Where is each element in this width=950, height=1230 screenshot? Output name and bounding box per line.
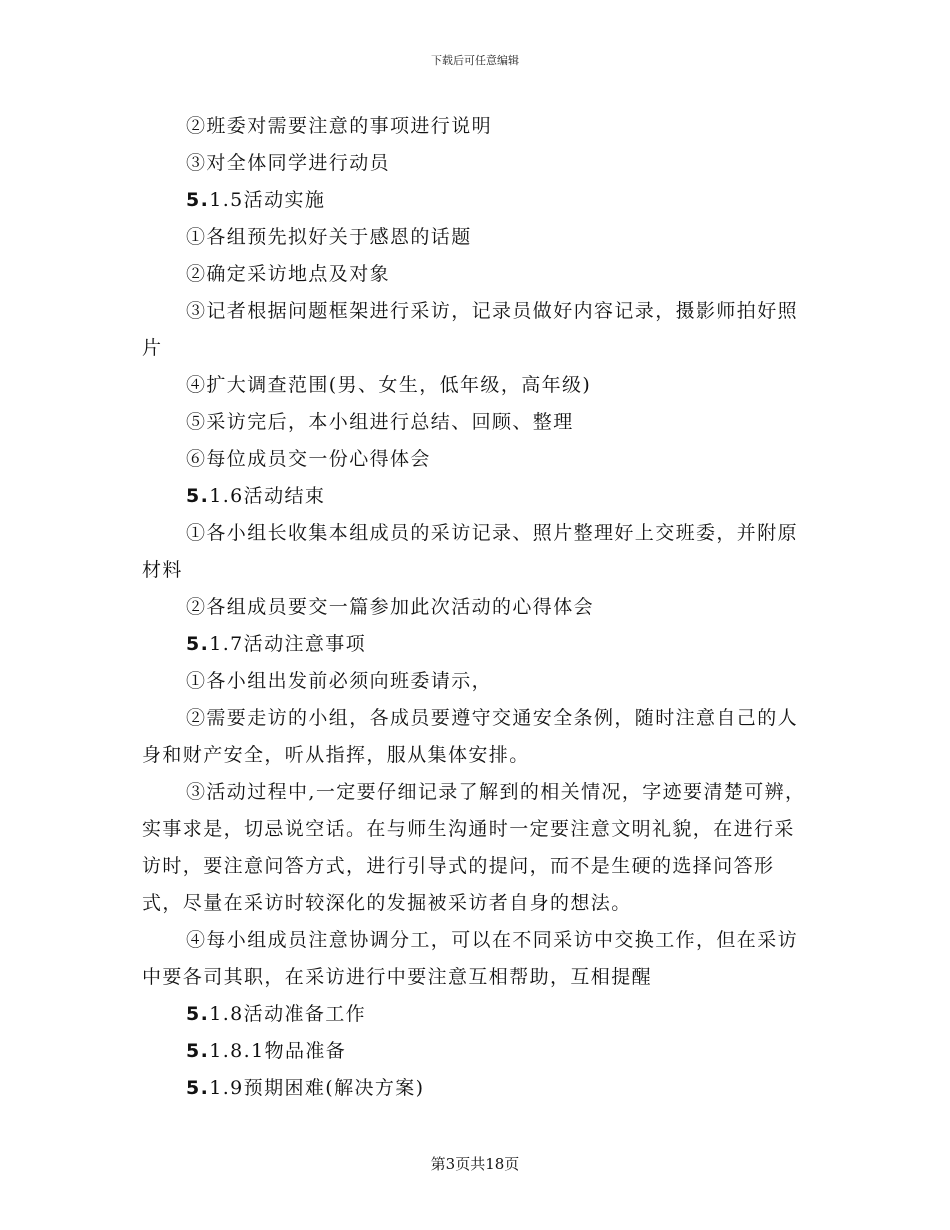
paragraph: ③记者根据问题框架进行采访，记录员做好内容记录，摄影师拍好照片 [142,300,799,359]
section-title: 1.8.1物品准备 [209,1040,347,1062]
section-title: 1.8活动准备工作 [209,1003,367,1025]
paragraph: ②确定采访地点及对象 [186,263,391,285]
paragraph: ①各组预先拟好关于感恩的话题 [186,226,472,248]
paragraph: ②需要走访的小组，各成员要遵守交通安全条例，随时注意自己的人身和财产安全，听从指挥，服从集体安排。 [142,707,799,766]
paragraph: ①各小组长收集本组成员的采访记录、照片整理好上交班委，并附原材料 [142,522,799,581]
section-heading [142,1033,814,1070]
section-heading [142,996,814,1033]
paragraph: ②各组成员要交一篇参加此次活动的心得体会 [186,596,595,618]
section-title: 1.5活动实施 [209,189,326,211]
section-number: 5. [186,1003,210,1025]
section-title: 1.6活动结束 [209,485,326,507]
section-number: 5. [186,1040,210,1062]
document-body [142,108,814,1107]
paragraph: ⑤采访完后，本小组进行总结、回顾、整理 [186,411,574,433]
paragraph: ③活动过程中,一定要仔细记录了解到的相关情况，字迹要清楚可辨，实事求是，切忌说空话。在与师生沟通时一定要注意文明礼貌，在进行采访时，要注意问答方式，进行引导式的提问，而不是生硬的选择问答形式，尽量在采访时较深化的发掘被采访者自身的想法。 [142,781,806,914]
paragraph: ③对全体同学进行动员 [186,152,391,174]
section-number: 5. [186,485,210,507]
section-heading [142,626,814,663]
section-number: 5. [186,189,210,211]
section-heading [142,478,814,515]
section-number: 5. [186,1077,210,1099]
section-heading [142,182,814,219]
section-title: 1.9预期困难(解决方案) [209,1077,425,1099]
section-number: 5. [186,633,210,655]
paragraph: ④每小组成员注意协调分工，可以在不同采访中交换工作，但在采访中要各司其职，在采访进行中要注意互相帮助，互相提醒 [142,929,799,988]
section-heading [142,1070,814,1107]
page-header: 下载后可任意编辑 [431,54,519,67]
section-title: 1.7活动注意事项 [209,633,367,655]
page-footer: 第3页共18页 [430,1155,520,1173]
paragraph: ④扩大调查范围(男、女生，低年级，高年级) [186,374,592,396]
paragraph: ②班委对需要注意的事项进行说明 [186,115,493,137]
paragraph: ⑥每位成员交一份心得体会 [186,448,431,470]
paragraph: ①各小组出发前必须向班委请示， [186,670,493,692]
